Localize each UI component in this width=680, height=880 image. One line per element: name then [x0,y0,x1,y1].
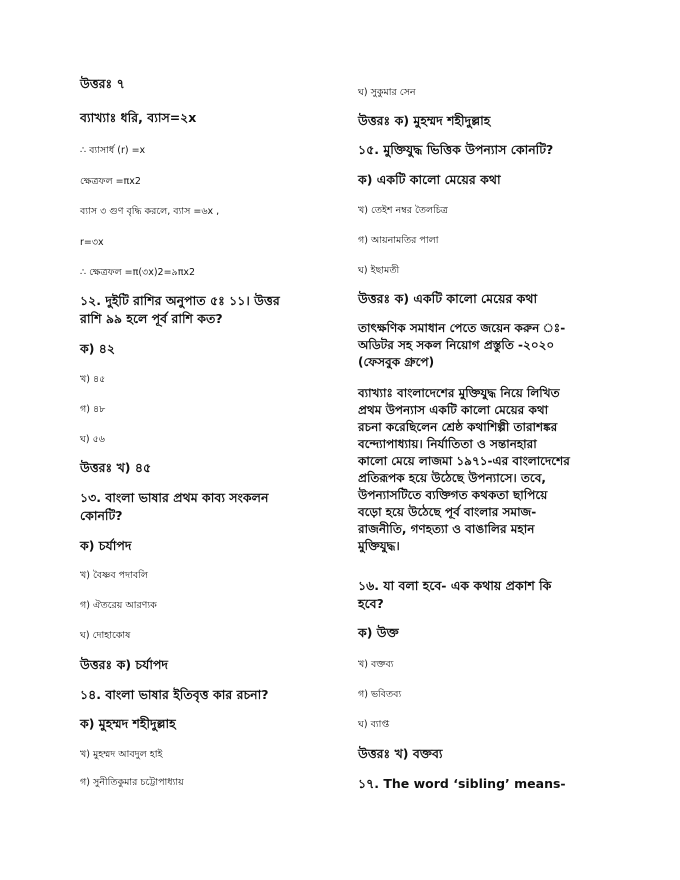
explanation-paragraph [358,385,570,555]
option-d: ঘ) দোহাকোষ [80,630,131,641]
option-b: খ) বৈষ্ণব পদাবলি [80,570,148,581]
math-line: ∴ ব্যাসার্ধ (r) =x [80,145,146,156]
answer-line: উত্তরঃ ক) একটি কালো মেয়ের কথা [358,291,538,306]
option-c: গ) ৪৮ [80,404,106,415]
option-b: খ) মুহম্মদ আবদুল হাই [80,749,163,760]
option-b: খ) ৪৫ [80,374,106,385]
option-b: খ) তেইশ নম্বর তৈলচিত্র [358,205,448,216]
answer-line: উত্তরঃ ৭ [80,76,125,91]
option-d: ঘ) ইছামতী [358,265,400,276]
option-a: ক) উক্ত [358,625,399,640]
explanation-line: রাজনীতি, গণহত্যা ও বাঙালির মহান [358,522,535,536]
option-a: ক) চর্যাপদ [80,538,132,553]
question-12-cont: রাশি ৯৯ হলে পূর্ব রাশি কত? [80,311,223,326]
option-c: গ) আয়নামতির পালা [358,235,439,246]
option-b: খ) বক্তব্য [358,659,394,670]
option-a: ক) একটি কালো মেয়ের কথা [358,172,501,187]
explanation-line: কালো মেয়ে লাজমা ১৯৭১-এর বাংলাদেশের [358,454,570,468]
question-14: ১৪. বাংলা ভাষার ইতিবৃত্ত কার রচনা? [80,687,269,702]
option-d: ঘ) ৫৬ [80,434,105,445]
answer-line: উত্তরঃ ক) চর্যাপদ [80,657,169,672]
question-16: ১৬. যা বলা হবে- এক কথায় প্রকাশ কি [358,578,552,593]
option-d: ঘ) সুকুমার সেন [358,87,416,98]
answer-line: উত্তরঃ ক) মুহম্মদ শহীদুল্লাহ [358,113,491,128]
option-c: গ) সুনীতিকুমার চট্টোপাধ্যায় [80,777,184,788]
answer-line: উত্তরঃ খ) বক্তব্য [358,746,443,761]
question-13-cont: কোনটি? [80,508,123,523]
question-16-cont: হবে? [358,596,384,611]
question-12: ১২. দুইটি রাশির অনুপাত ৫ঃ ১১। উত্তর [80,293,280,308]
promo-line: তাৎক্ষণিক সমাধান পেতে জয়েন করুন ঃ- [358,321,566,335]
option-d: ঘ) ব্যাপ্ত [358,719,390,730]
explanation-line: উপন্যাসটিতে ব্যক্তিগত কথকতা ছাপিয়ে [358,488,548,502]
question-15: ১৫. মুক্তিযুদ্ধ ভিত্তিক উপন্যাস কোনটি? [358,142,554,157]
promo-notice [358,320,565,371]
answer-line: উত্তরঃ খ) ৪৫ [80,460,152,475]
option-c: গ) ভবিতব্য [358,689,402,700]
math-line: r=৩x [80,237,104,248]
explanation-line: ব্যাখ্যাঃ বাংলাদেশের মুক্তিযুদ্ধ নিয়ে লিখিত [358,386,560,400]
explanation-line: রচনা করেছিলেন শ্রেষ্ঠ কথাশিল্পী তারাশঙ্কর [358,420,558,434]
option-c: গ) ঐতরেয় আরণ্যক [80,600,157,611]
option-a: ক) মুহম্মদ শহীদুল্লাহ [80,716,176,731]
math-line: ∴ ক্ষেত্রফল =π(৩x)2=৯πx2 [80,267,196,278]
explanation-line: প্রতিরূপক হয়ে উঠেছে উপন্যাসে। তবে, [358,471,546,485]
math-line: ব্যাস ৩ গুণ বৃদ্ধি করলে, ব্যাস =৬x , [80,206,220,217]
promo-line: (ফেসবুক গ্রুপে) [358,355,435,369]
explanation-line: বড়ো হয়ে উঠেছে পূর্ব বাংলার সমাজ- [358,505,537,519]
promo-line: অডিটর সহ সকল নিয়োগ প্রস্তুতি -২০২০ [358,338,555,352]
math-line: ক্ষেত্রফল =πx2 [80,176,141,187]
explanation-line: মুক্তিযুদ্ধ। [358,539,400,553]
explanation-line: ব্যাখ্যাঃ ধরি, ব্যাস=২x [80,110,197,125]
option-a: ক) ৪২ [80,341,116,356]
question-13: ১৩. বাংলা ভাষার প্রথম কাব্য সংকলন [80,490,269,505]
explanation-line: প্রথম উপন্যাস একটি কালো মেয়ের কথা [358,403,549,417]
question-17: ১৭. The word ‘sibling’ means- [358,776,566,791]
explanation-line: বন্দ্যোপাধ্যায়। নির্যাতিতা ও সন্তানহারা [358,437,537,451]
